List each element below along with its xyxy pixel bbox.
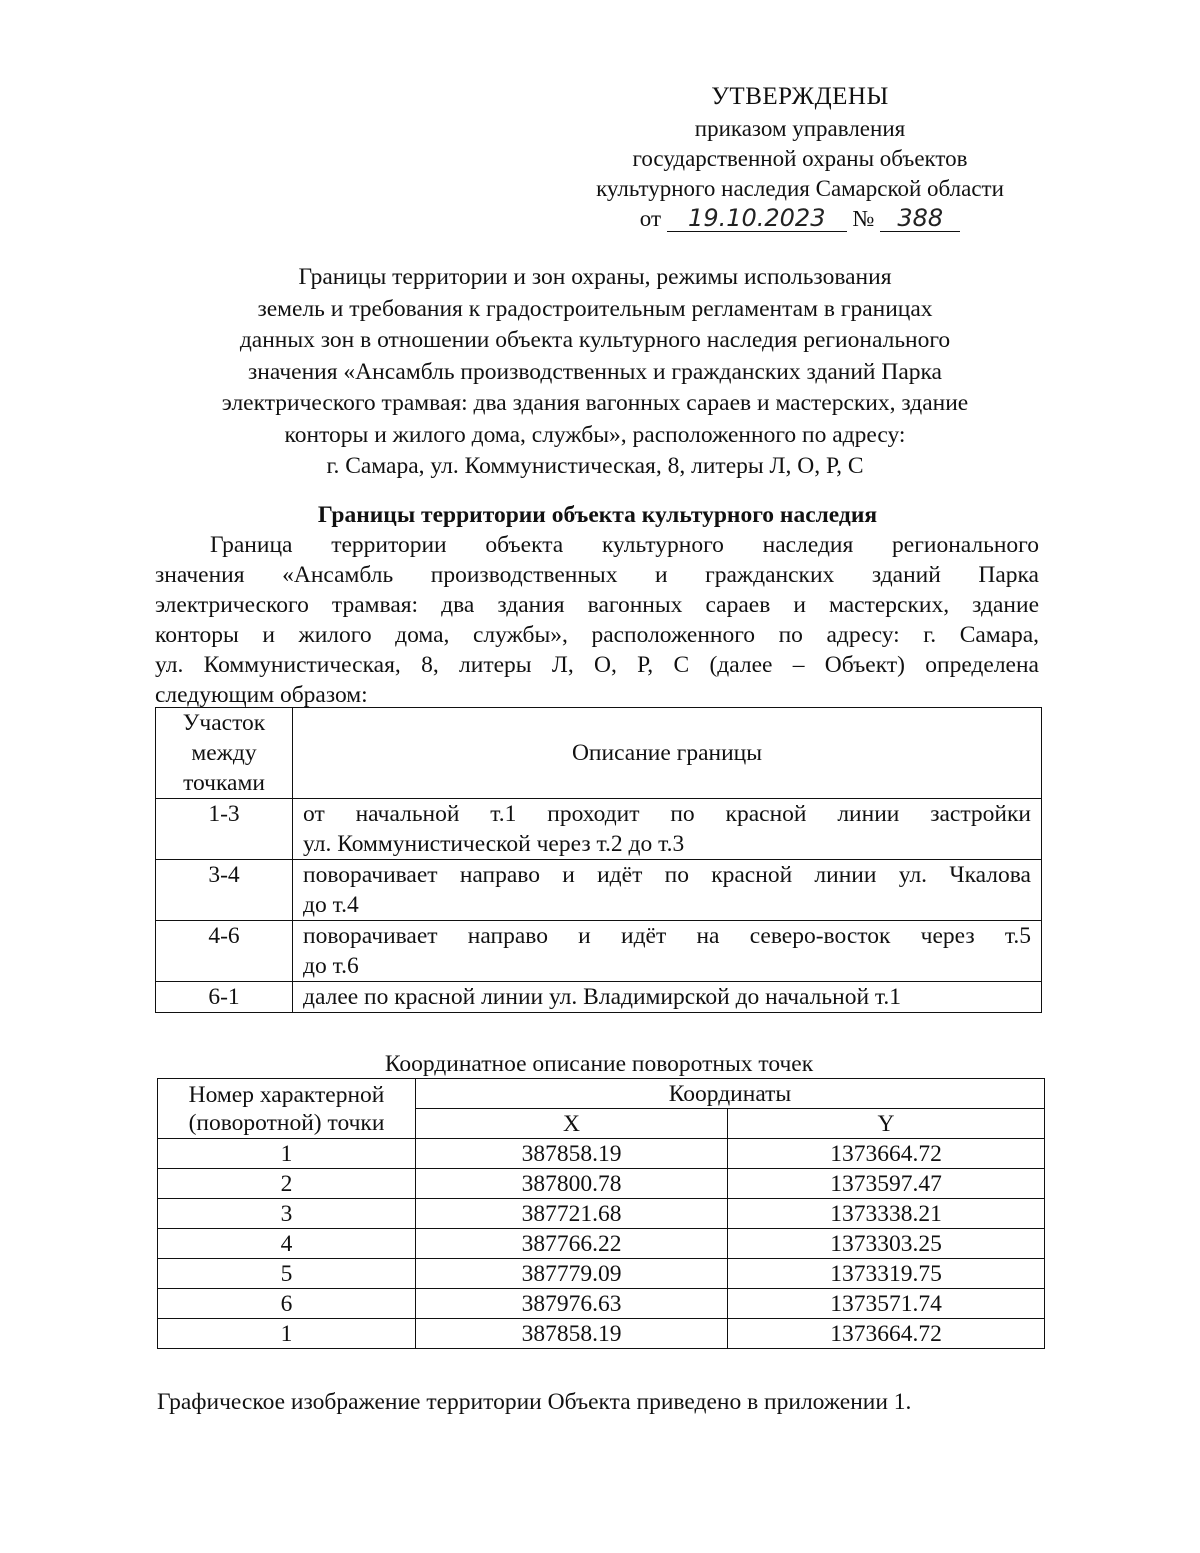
point-cell: 1 <box>158 1319 416 1349</box>
table-row <box>158 1229 1045 1259</box>
point-cell: 5 <box>158 1259 416 1289</box>
header-point-line: Номер характерной <box>188 1081 385 1108</box>
header-segment-line: Участок <box>182 710 266 736</box>
boundary-table <box>155 707 1042 1013</box>
x-cell: 387779.09 <box>416 1259 728 1289</box>
paragraph-line: конторы и жилого дома, службы», расположенного по адресу: г. Самара, <box>155 622 1039 648</box>
paragraph-line: электрического трамвая: два здания вагонных сараев и мастерских, здание <box>155 592 1039 618</box>
segment-cell: 3-4 <box>156 860 293 921</box>
description-line: далее по красной линии ул. Владимирской до начальной т.1 <box>303 984 902 1010</box>
paragraph-line: значения «Ансамбль производственных и гражданских зданий Парка <box>155 562 1039 588</box>
header-point-number <box>158 1079 416 1139</box>
table-row <box>156 982 1042 1013</box>
description-cell <box>293 921 1042 982</box>
header-description: Описание границы <box>293 708 1042 799</box>
x-cell: 387766.22 <box>416 1229 728 1259</box>
description-line: от начальной т.1 проходит по красной линии застройки <box>303 801 1031 827</box>
heading-line: данных зон в отношении объекта культурного наследия регионального <box>239 327 951 353</box>
description-cell <box>293 860 1042 921</box>
description-line: до т.6 <box>303 953 359 979</box>
y-cell: 1373664.72 <box>728 1139 1045 1169</box>
paragraph-line: ул. Коммунистическая, 8, литеры Л, О, Р, С (далее – Объект) определена <box>155 652 1039 678</box>
coords-caption: Координатное описание поворотных точек <box>384 1051 814 1077</box>
point-cell: 3 <box>158 1199 416 1229</box>
header-segment <box>156 708 293 799</box>
description-line: поворачивает направо и идёт на северо-восток через т.5 <box>303 923 1031 949</box>
heading-line: г. Самара, ул. Коммунистическая, 8, литеры Л, О, Р, С <box>326 453 864 479</box>
approval-line: приказом управления <box>694 116 906 141</box>
x-cell: 387976.63 <box>416 1289 728 1319</box>
y-cell: 1373303.25 <box>728 1229 1045 1259</box>
table-row <box>156 921 1042 982</box>
intro-paragraph <box>155 530 1039 710</box>
approval-line: государственной охраны объектов <box>632 146 968 171</box>
approval-line: культурного наследия Самарской области <box>596 176 1004 201</box>
y-cell: 1373597.47 <box>728 1169 1045 1199</box>
x-cell: 387858.19 <box>416 1319 728 1349</box>
approval-title: УТВЕРЖДЕНЫ <box>711 83 889 110</box>
y-cell: 1373338.21 <box>728 1199 1045 1229</box>
y-cell: 1373664.72 <box>728 1319 1045 1349</box>
heading-line: конторы и жилого дома, службы», расположенного по адресу: <box>284 421 906 448</box>
x-cell: 387721.68 <box>416 1199 728 1229</box>
approval-date-line <box>560 204 1040 234</box>
header-x: X <box>416 1109 728 1139</box>
point-cell: 2 <box>158 1169 416 1199</box>
table-row <box>158 1259 1045 1289</box>
table-row <box>158 1199 1045 1229</box>
handwritten-number: 388 <box>880 205 960 232</box>
heading-line: электрического трамвая: два здания вагонных сараев и мастерских, здание <box>221 390 969 416</box>
y-cell: 1373571.74 <box>728 1289 1045 1319</box>
date-prefix: от <box>639 206 662 231</box>
header-coordinates: Координаты <box>416 1079 1045 1109</box>
segment-cell: 6-1 <box>156 982 293 1013</box>
point-cell: 4 <box>158 1229 416 1259</box>
table-row <box>158 1289 1045 1319</box>
paragraph-line: Граница территории объекта культурного наследия регионального <box>210 532 1039 558</box>
header-point-line: (поворотной) точки <box>188 1109 385 1136</box>
heading-line: значения «Ансамбль производственных и гражданских зданий Парка <box>247 358 942 385</box>
heading-line: Границы территории и зон охраны, режимы использования <box>298 264 892 290</box>
footer-note: Графическое изображение территории Объекта приведено в приложении 1. <box>157 1389 912 1415</box>
point-cell: 6 <box>158 1289 416 1319</box>
header-segment-line: между <box>191 740 257 766</box>
table-header-row <box>158 1079 1045 1109</box>
header-y: Y <box>728 1109 1045 1139</box>
table-row <box>158 1139 1045 1169</box>
table-row <box>158 1169 1045 1199</box>
header-segment-line: точками <box>183 770 265 796</box>
table-header-row <box>156 708 1042 799</box>
section-title: Границы территории объекта культурного наследия <box>317 502 878 528</box>
document-heading <box>150 262 1040 483</box>
heading-line: земель и требования к градостроительным регламентам в границах <box>257 295 933 322</box>
x-cell: 387800.78 <box>416 1169 728 1199</box>
description-line: до т.4 <box>303 892 359 918</box>
segment-cell: 4-6 <box>156 921 293 982</box>
number-prefix: № <box>852 206 875 231</box>
paragraph-line: следующим образом: <box>155 682 368 708</box>
approval-stamp-block <box>560 82 1040 234</box>
table-row <box>156 860 1042 921</box>
coordinates-table <box>157 1078 1045 1349</box>
y-cell: 1373319.75 <box>728 1259 1045 1289</box>
segment-cell: 1-3 <box>156 799 293 860</box>
description-cell <box>293 799 1042 860</box>
x-cell: 387858.19 <box>416 1139 728 1169</box>
description-line: ул. Коммунистической через т.2 до т.3 <box>303 831 685 857</box>
handwritten-date: 19.10.2023 <box>667 205 847 232</box>
table-row <box>156 799 1042 860</box>
description-cell <box>293 982 1042 1013</box>
table-row <box>158 1319 1045 1349</box>
point-cell: 1 <box>158 1139 416 1169</box>
description-line: поворачивает направо и идёт по красной линии ул. Чкалова <box>303 862 1031 888</box>
